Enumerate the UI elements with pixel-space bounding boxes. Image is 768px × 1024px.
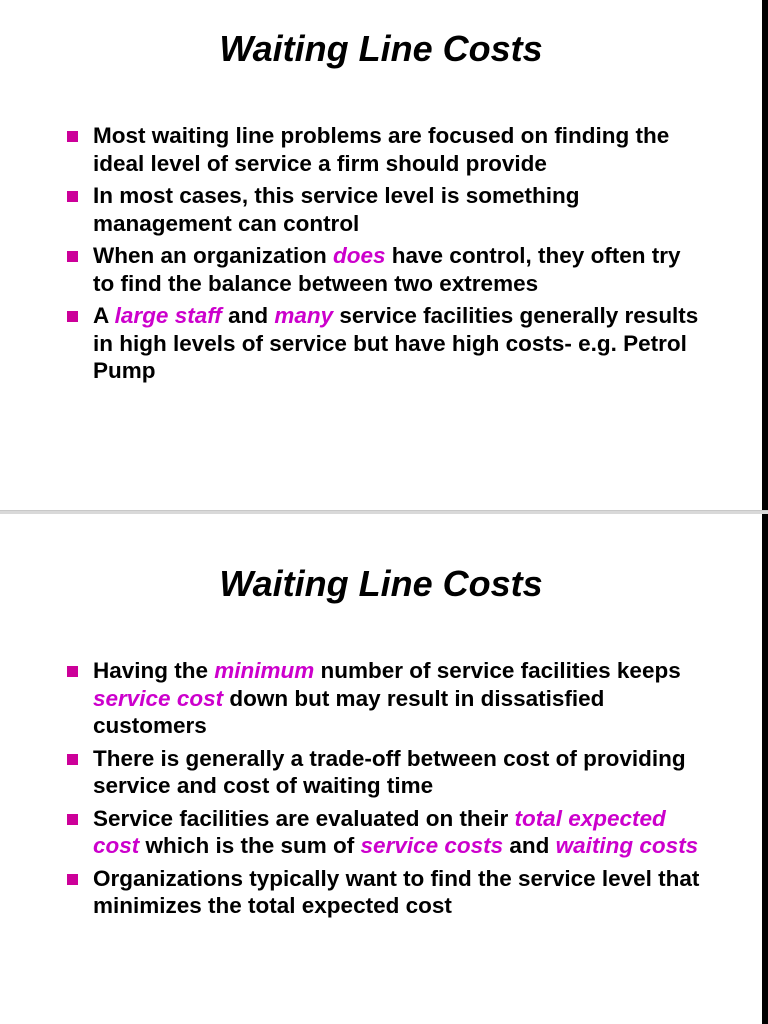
highlighted-term: service costs <box>360 833 504 858</box>
slide-title: Waiting Line Costs <box>219 28 543 69</box>
highlighted-term: large staff <box>114 303 222 328</box>
highlighted-term: minimum <box>214 658 315 683</box>
bullet-text: Service facilities are evaluated on their <box>93 805 515 831</box>
bullet-item <box>64 242 704 297</box>
bullet-text: There is generally a trade-off between cost of providing service and cost of waiting time <box>93 745 686 798</box>
square-bullet-icon <box>67 191 78 202</box>
bullet-item <box>64 302 704 385</box>
bullet-text: number of service facilities keeps <box>314 658 681 683</box>
bullet-text: and <box>503 833 556 858</box>
bullet-text: Most waiting line problems are focused on finding the ideal level of service a firm should provide <box>93 123 670 176</box>
square-bullet-icon <box>67 814 78 825</box>
bullet-text: In most cases, this service level is something management can control <box>93 183 580 236</box>
highlighted-term: service cost <box>93 685 224 711</box>
bullet-item <box>64 122 704 177</box>
bullet-text: Having the <box>93 658 215 683</box>
bullet-item <box>64 182 704 237</box>
bullet-text: down but may result in dissatisfied customers <box>93 685 605 738</box>
slide-title: Waiting Line Costs <box>219 563 543 604</box>
bullet-text: A <box>93 303 115 328</box>
slide-2 <box>0 514 768 1024</box>
bullet-text: service facilities generally results in high levels of service but have high costs- e.g. Petrol Pump <box>93 303 699 383</box>
slide-edge-bar <box>762 0 768 512</box>
bullet-text: Organizations typically want to find the service level that minimizes the total expected cost <box>93 865 700 918</box>
highlighted-term: total expected cost <box>93 805 666 858</box>
bullet-item <box>64 657 704 740</box>
square-bullet-icon <box>67 754 78 765</box>
bullet-item <box>64 745 704 800</box>
bullet-item <box>64 865 704 920</box>
square-bullet-icon <box>67 666 78 677</box>
square-bullet-icon <box>67 874 78 885</box>
square-bullet-icon <box>67 131 78 142</box>
bullet-item <box>64 805 704 860</box>
square-bullet-icon <box>67 311 78 322</box>
highlighted-term: waiting costs <box>555 833 699 858</box>
bullet-text: which is the sum of <box>139 833 361 858</box>
highlighted-term: does <box>333 243 386 268</box>
highlighted-term: many <box>274 303 334 328</box>
bullet-text: have control, they often try to find the balance between two extremes <box>93 243 681 296</box>
bullet-text: and <box>221 303 275 328</box>
bullet-list <box>64 657 704 925</box>
square-bullet-icon <box>67 251 78 262</box>
bullet-text: When an organization <box>93 243 333 268</box>
slide-edge-bar <box>762 514 768 1024</box>
bullet-list <box>64 122 704 390</box>
